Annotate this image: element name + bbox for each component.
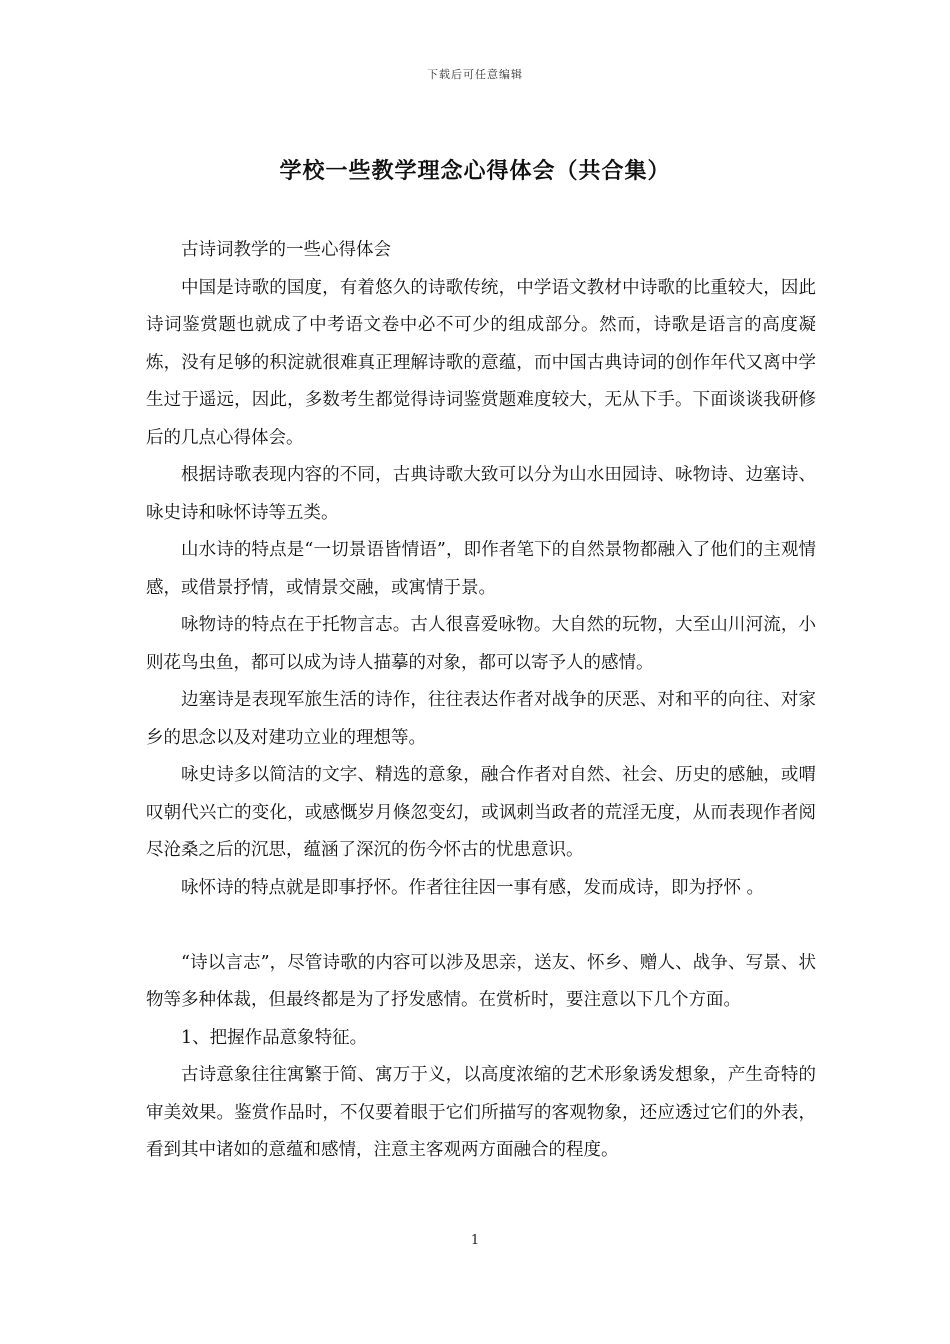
paragraph: 山水诗的特点是“一切景语皆情语”，即作者笔下的自然景物都融入了他们的主观情感，或借景抒情，或情景交融，或寓情于景。 <box>146 540 816 598</box>
paragraph: 边塞诗是表现军旅生活的诗作，往往表达作者对战争的厌恶、对和平的向往、对家乡的思念以及对建功立业的理想等。 <box>146 690 816 748</box>
paragraph-section-heading: 古诗词教学的一些心得体会 <box>181 240 391 260</box>
paragraph: 咏史诗多以简洁的文字、精选的意象，融合作者对自然、社会、历史的感触，或喟叹朝代兴亡的变化，或感慨岁月倏忽变幻，或讽刺当政者的荒淫无度，从而表现作者阅尽沧桑之后的沉思，蕴涵了深沉的伤今怀古的忧患意识。 <box>146 765 816 860</box>
paragraph: “诗以言志”，尽管诗歌的内容可以涉及思亲，送友、怀乡、赠人、战争、写景、状物等多种体裁，但最终都是为了抒发感情。在赏析时，要注意以下几个方面。 <box>146 952 816 1010</box>
page-header: 下载后可任意编辑 <box>427 68 523 81</box>
paragraph: 中国是诗歌的国度，有着悠久的诗歌传统，中学语文教材中诗歌的比重较大，因此诗词鉴赏题也就成了中考语文卷中必不可少的组成部分。然而，诗歌是语言的高度凝炼，没有足够的积淀就很难真正理解诗歌的意蕴，而中国古典诗词的创作年代又离中学生过于遥远，因此，多数考生都觉得诗词鉴赏题难度较大，无从下手。下面谈谈我研修后的几点心得体会。 <box>146 277 816 448</box>
page-number: 1 <box>470 1233 480 1248</box>
blank-line <box>146 907 816 945</box>
document-body <box>146 232 816 1170</box>
paragraph: 咏怀诗的特点就是即事抒怀。作者往往因一事有感，发而成诗，即为抒怀 。 <box>181 877 765 898</box>
paragraph: 古诗意象往往寓繁于简、寓万于义，以高度浓缩的艺术形象诱发想象，产生奇特的审美效果。鉴赏作品时，不仅要着眼于它们所描写的客观物象，还应透过它们的外表，看到其中诸如的意蕴和感情，注意主客观两方面融合的程度。 <box>146 1065 816 1160</box>
paragraph: 咏物诗的特点在于托物言志。古人很喜爱咏物。大自然的玩物，大至山川河流，小则花鸟虫鱼，都可以成为诗人描摹的对象，都可以寄予人的感情。 <box>146 615 816 673</box>
paragraph: 根据诗歌表现内容的不同，古典诗歌大致可以分为山水田园诗、咏物诗、边塞诗、咏史诗和咏怀诗等五类。 <box>146 465 816 523</box>
document-title: 学校一些教学理念心得体会（共合集） <box>279 158 671 184</box>
paragraph-numbered-heading: 1、把握作品意象特征。 <box>181 1027 368 1048</box>
